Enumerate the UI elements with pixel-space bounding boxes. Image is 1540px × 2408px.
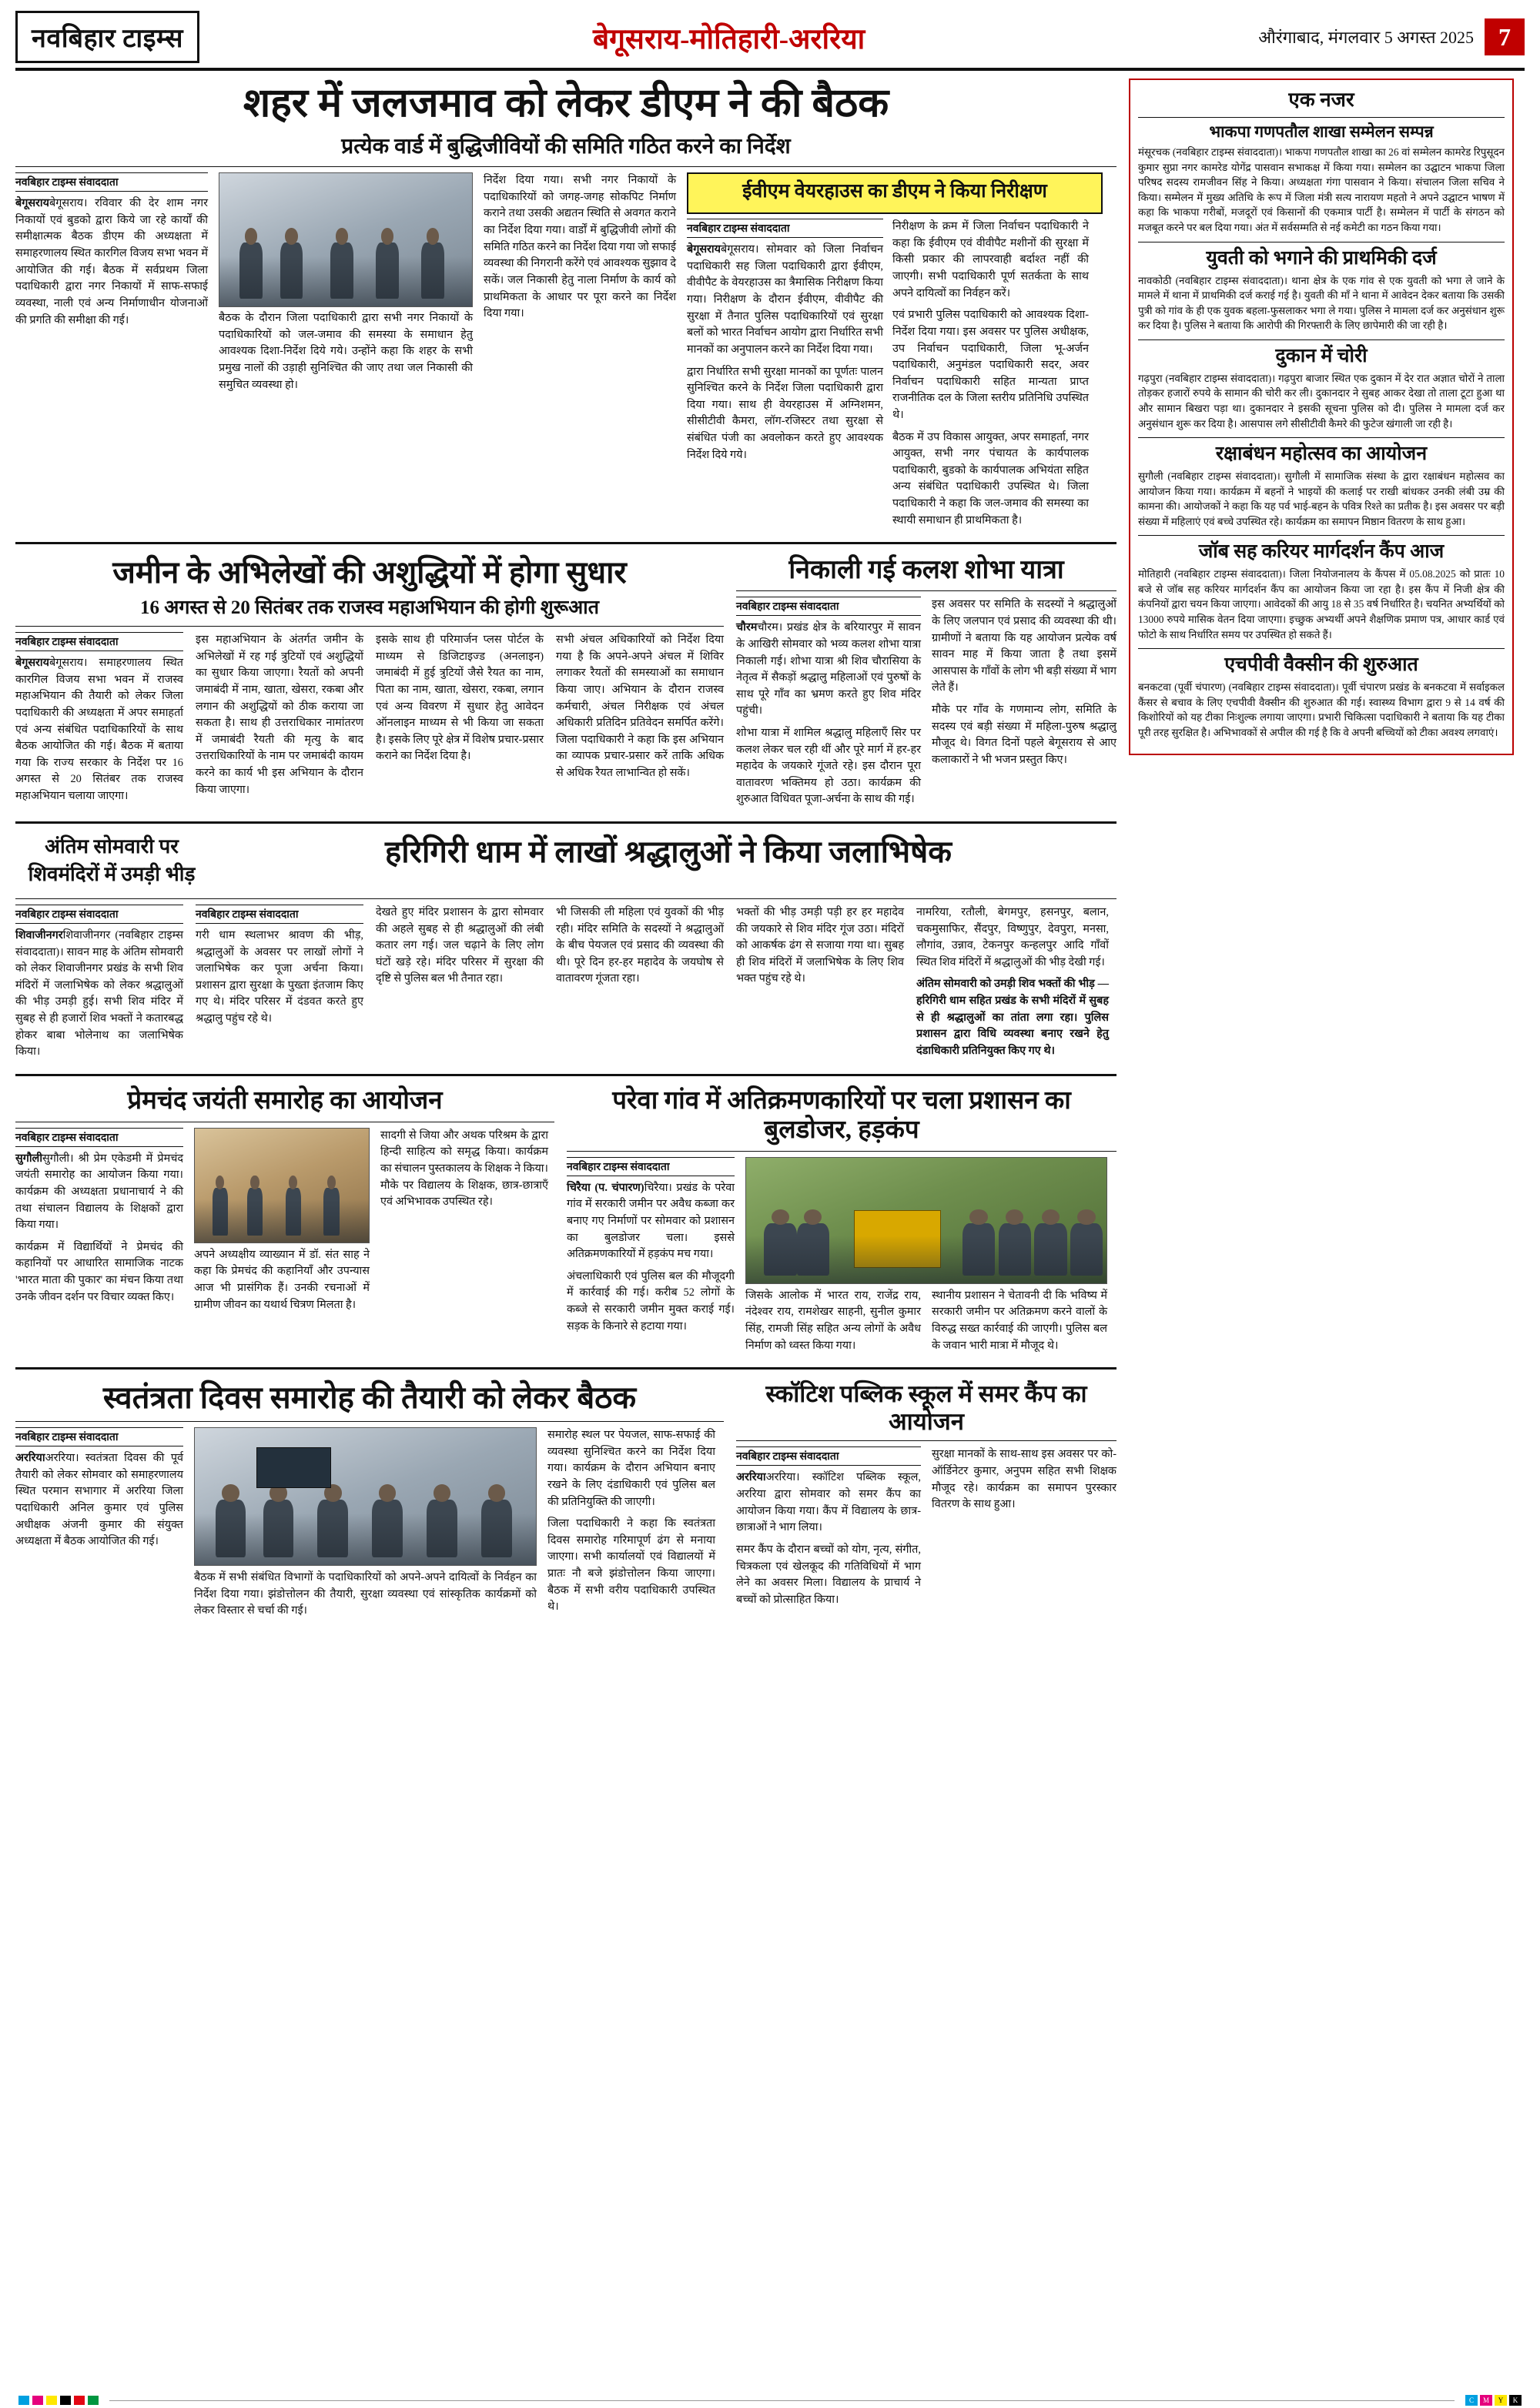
list-item: [1138, 540, 1505, 642]
main-content: [15, 79, 1116, 1625]
page-number: 7: [1485, 18, 1525, 55]
parewa-para-1: अंचलाधिकारी एवं पुलिस बल की मौजूदगी में कार्रवाई की गई। करीब 52 लोगों के कब्जे से सरकारी जमीन मुक्त कराई गई। सड़क के किनारे से हटाया गया।: [567, 1269, 735, 1333]
kalash-para-2: इस अवसर पर समिति के सदस्यों ने श्रद्धालुओं के लिए जलपान एवं प्रसाद की व्यवस्था की थी। ग्रामीणों ने बताया कि यह आयोजन प्रत्येक वर्ष सावन माह में किया जाता है तथा इसमें आसपास के गाँवों के लोग भी बड़ी संख्या में भाग लेते हैं।: [932, 598, 1116, 694]
premchand-byline: नवबिहार टाइम्स संवाददाता: [15, 1128, 183, 1147]
sidebar-item-body: मंसूरचक (नवबिहार टाइम्स संवाददाता)। भाकपा गणपतौल शाखा का 26 वां सम्मेलन कामरेड रिपुसूदन कुमार सुप्रा नगर कामरेड योगेंद्र पासवान सभाकक्ष में किया गया। सम्मेलन का उद्घाटन भाकपा जिला परिषद सदस्य रामजीवन सिंह ने किया। अध्यक्षता गंगा पासवान ने किया। संचालन जिला सचिव ने किया। सम्मेलन में मुख्य अतिथि के रूप में जिला मंत्री सत्य नारायण महतो ने अपने उद्घाटन भाषण में कहा कि भाकपा गरीबों, मजदूरों एवं किसानों की एकमात्र पार्टी है। सम्मेलन में पार्टी के संगठन को मजबूत करने पर बल दिया गया। अंत में सर्वसम्मति से नई कमेटी का गठन किया गया।: [1138, 146, 1505, 233]
masthead-right: [1258, 11, 1525, 63]
lead-para-1: बैठक के दौरान जिला पदाधिकारी द्वारा सभी नगर निकायों के पदाधिकारियों को जल-जमाव की समस्या के समाधान हेतु आवश्यक दिशा-निर्देश दिये गये। उन्होंने कहा कि शहर के सभी प्रमुख नालों की उड़ाही सुनिश्चित की जाए तथा जल निकासी की समुचित व्यवस्था हो।: [219, 312, 473, 391]
lead-para-0: बेगूसराय। रविवार की देर शाम नगर निकायों एवं बुडको द्वारा किये जा रहे कार्यों की समीक्षात्मक बैठक डीएम की अध्यक्षता में समाहरणालय स्थित कारगिल विजय सभा भवन में आयोजित की गई। बैठक में सर्वप्रथम जिला पदाधिकारी द्वारा नगर निकायों में साफ-सफाई व्यवस्था, नाली एवं अन्य निर्माणाधीन योजनाओं की प्रगति की समीक्षा की गई।: [15, 197, 208, 326]
article-scottish: [736, 1376, 1116, 1614]
color-swatch: [32, 2396, 43, 2405]
print-registration-bar: [0, 2393, 1540, 2408]
article-photo-meeting: [219, 172, 473, 307]
lead-para-2: निर्देश दिया गया। सभी नगर निकायों के पदाधिकारियों को जगह-जगह सोकपिट निर्माण कराने तथा उसकी अद्यतन स्थिति से अवगत कराने का निर्देश दिया गया। वार्डों में बुद्धिजीवी लोगों की समिति गठित करने का निर्देश दिया गया जो सफाई व्यवस्था की निगरानी करेंगे एवं आवश्यक सुझाव दे सकें। जल निकासी हेतु नाला निर्माण के कार्य को प्राथमिकता के आधार पर पूरा करने का निर्देश दिया गया।: [484, 174, 676, 320]
harigiri-para-0: शिवाजीनगर (नवबिहार टाइम्स संवाददाता)। सावन माह के अंतिम सोमवारी को लेकर शिवाजीनगर प्रखंड के सभी शिव मंदिरों में जलाभिषेक को लेकर श्रद्धालुओं की भीड़ उमड़ी हुई। सभी शिव मंदिर में सुबह से ही हजारों शिव भक्तों ने कतारबद्ध होकर बाबा भोलेनाथ का जलाभिषेक किया।: [15, 929, 183, 1059]
cmyk-k: K: [1509, 2395, 1522, 2406]
article-freedom-day: [15, 1376, 724, 1625]
sidebar-item-body: गढ़पुरा (नवबिहार टाइम्स संवाददाता)। गढ़पुरा बाजार स्थित एक दुकान में देर रात अज्ञात चोरों ने ताला तोड़कर हजारों रुपये के सामान की चोरी कर ली। दुकानदार ने सुबह आकर देखा तो ताला टूटा हुआ था और सामान बिखरा पड़ा था। दुकानदार ने इसकी सूचना पुलिस को दी। पुलिस ने मामला दर्ज कर अनुसंधान शुरू कर दिया है। आसपास लगे सीसीटीवी कैमरे की फुटेज खंगाली जा रही है।: [1138, 372, 1505, 430]
harigiri-para-4: भक्तों की भीड़ उमड़ी पड़ी हर हर महादेव की जयकारे से शिव मंदिर गूंज उठा। मंदिरों को आकर्षक ढंग से सजाया गया था। सुबह ही शिव मंदिरों में जलाभिषेक के लिए शिव भक्त पहुंच रहे थे।: [736, 906, 904, 985]
color-swatch: [46, 2396, 57, 2405]
scottish-para-2: सुरक्षा मानकों के साथ-साथ इस अवसर पर को-ऑर्डिनेटर कुमार, अनुपम सहित सभी शिक्षक मौजूद रहे। कार्यक्रम का समापन पुरस्कार वितरण के साथ हुआ।: [932, 1448, 1116, 1511]
masthead: [15, 11, 1525, 71]
dateline: बेगूसराय: [15, 197, 50, 210]
harigiri-para-5: नामरिया, रतौली, बेगमपुर, हसनपुर, बलान, चकमुसाफिर, सैंदपुर, विष्णुपुर, देवपुरा, मनसा, लौगांव, उन्नाव, टेकनपुर कन्हलपुर आदि गाँवों स्थित शिव मंदिरों में श्रद्धालुओं की भीड़ देखी गई।: [916, 906, 1109, 968]
harigiri-dateline: शिवाजीनगर: [15, 929, 63, 941]
kalash-byline: नवबिहार टाइम्स संवाददाता: [736, 597, 921, 616]
land-dateline: बेगूसराय: [15, 657, 50, 670]
sidebar-item-title: युवती को भगाने की प्राथमिकी दर्ज: [1206, 247, 1437, 269]
evm-byline: नवबिहार टाइम्स संवाददाता: [687, 219, 883, 238]
cmyk-c: C: [1465, 2395, 1478, 2406]
lead-para-3: बैठक में उप विकास आयुक्त, अपर समाहर्ता, नगर आयुक्त, सभी नगर पंचायत के कार्यपालक पदाधिकारी, बुडको के कार्यपालक अभियंता सहित अन्य संबंधित पदाधिकारी उपस्थित थे। जिला पदाधिकारी ने कहा कि जल-जमाव की समस्या का स्थायी समाधान ही प्राथमिकता है।: [892, 430, 1089, 527]
list-item: [1138, 122, 1505, 236]
evm-right-para-0: एवं प्रभारी पुलिस पदाधिकारी को आवश्यक दिशा-निर्देश दिया गया। इस अवसर पर पुलिस अधीक्षक, उप निर्वाचन पदाधिकारी, जिला भू-अर्जन पदाधिकारी, अनुमंडल पदाधिकारी सदर, अवर निर्वाचन पदाधिकारी सहित मान्यता प्राप्त राजनीतिक दल के जिला स्तरीय प्रतिनिधि उपस्थित थे।: [892, 309, 1089, 421]
article-parewa: [567, 1082, 1116, 1360]
parewa-para-2: जिसके आलोक में भारत राय, राजेंद्र राय, नंदेश्वर राय, रामशेखर साहनी, सुनील कुमार सिंह, रामजी सिंह सहित अन्य लोगों के अवैध निर्माण को ध्वस्त किया गया।: [745, 1289, 921, 1352]
evm-headline: ईवीएम वेयरहाउस का डीएम ने किया निरीक्षण: [742, 181, 1047, 202]
parewa-para-0: चिरैया। प्रखंड के परेवा गांव में सरकारी जमीन पर अवैध कब्जा कर बनाए गए निर्माणों पर सोमवार को प्रशासन का बुलडोजर चला। इससे अतिक्रमणकारियों में हड़कंप मच गया।: [567, 1181, 735, 1261]
sidebar-item-body: नावकोठी (नवबिहार टाइम्स संवाददाता)। थाना क्षेत्र के एक गांव से एक युवती को भगा ले जाने के मामले में थाना में प्राथमिकी दर्ज कराई गई है। युवती की माँ ने थाना में आवेदन देकर बताया कि उसकी पुत्री को गांव के ही एक युवक बहला-फुसलाकर भगा ले गया। पुलिस ने मामला दर्ज कर अनुसंधान शुरू कर दिया है। पुलिस ने बताया कि आरोपी की गिरफ्तारी के लिए छापेमारी की जा रही है।: [1138, 274, 1505, 332]
sidebar-item-body: सुगौली (नवबिहार टाइम्स संवाददाता)। सुगौली में सामाजिक संस्था के द्वारा रक्षाबंधन महोत्सव का आयोजन किया गया। कार्यक्रम में बहनों ने भाइयों की कलाई पर राखी बांधकर उनकी लंबी उम्र की कामना की। आयोजकों ने कहा कि यह पर्व भाई-बहन के पवित्र रिश्ते का प्रतीक है। इस अवसर पर बड़ी संख्या में महिलाएं एवं बच्चे उपस्थित रहे। कार्यक्रम का समापन मिष्ठान वितरण के साथ हुआ।: [1138, 470, 1505, 527]
color-swatch: [18, 2396, 29, 2405]
sidebar-item-title: भाकपा गणपतौल शाखा सम्मेलन सम्पन्न: [1209, 122, 1434, 141]
evm-dateline: बेगूसराय: [687, 243, 721, 256]
byline: नवबिहार टाइम्स संवाददाता: [15, 172, 208, 192]
article-kalash: [736, 550, 1116, 814]
cmyk-marks: [1465, 2395, 1522, 2406]
divider: [109, 2400, 1455, 2401]
evm-para-2: निरीक्षण के क्रम में जिला निर्वाचन पदाधिकारी ने कहा कि ईवीएम एवं वीवीपैट मशीनों की सुरक्षा में किसी प्रकार की लापरवाही बर्दाश्त नहीं की जाएगी। सभी पदाधिकारी पूर्ण सतर्कता के साथ अपने दायित्वों का निर्वहन करें।: [892, 220, 1089, 299]
list-item: [1138, 345, 1505, 431]
land-para-2: इसके साथ ही परिमार्जन प्लस पोर्टल के माध्यम से डिजिटाइज्ड (अनलाइन) जमाबंदी में हुई त्रुटियों जैसे रैयत का नाम, पिता का नाम, खाता, खेसरा, रकबा, लगान एवं अन्य विवरण में सुधार हेतु आवेदन ऑनलाइन माध्यम से भी किया जा सकता है। इसके लिए पूरे क्षेत्र में विशेष प्रचार-प्रसार कराने का निर्देश दिया है।: [376, 634, 544, 763]
article-photo-premchand: [194, 1128, 370, 1243]
article-land-records: [15, 550, 724, 810]
freedom-headline: स्वतंत्रता दिवस समारोह की तैयारी को लेकर बैठक: [102, 1380, 637, 1416]
evm-para-0: बेगूसराय। सोमवार को जिला निर्वाचन पदाधिकारी सह जिला पदाधिकारी द्वारा ईवीएम, वीवीपैट के वेयरहाउस का त्रैमासिक निरीक्षण किया गया। निरीक्षण के दौरान ईवीएम, वीवीपैट की सुरक्षा में तैनात पुलिस पदाधिकारियों एवं सुरक्षा बलों को भारत निर्वाचन आयोग द्वारा निर्धारित सभी मानकों का अनुपालन करने का निर्देश दिया गया।: [687, 243, 883, 356]
harigiri-headline: हरिगिरी धाम में लाखों श्रद्धालुओं ने किया जलाभिषेक: [385, 834, 952, 869]
premchand-para-0: सुगौली। श्री प्रेम एकेडमी में प्रेमचंद जयंती समारोह का आयोजन किया गया। कार्यक्रम की अध्यक्षता प्रधानाचार्य ने की तथा संचालन विद्यालय के शिक्षकों द्वारा किया गया।: [15, 1152, 183, 1232]
scottish-para-0: अररिया। स्कॉटिश पब्लिक स्कूल, अररिया द्वारा सोमवार को समर कैंप का आयोजन किया गया। कैंप में विद्यालय के छात्र-छात्राओं ने भाग लिया।: [736, 1471, 921, 1534]
scottish-dateline: अररिया: [736, 1471, 766, 1484]
land-para-1: इस महाअभियान के अंतर्गत जमीन के अभिलेखों में रह गई त्रुटियों एवं अशुद्धियों का सुधार किया जाएगा। रैयतों को अपनी जमाबंदी में नाम, खाता, खेसरा, रकबा और लगान की अशुद्धियों को ठीक कराया जा सकता है। साथ ही उत्तराधिकार नामांतरण में जमाबंदी रैयती की मृत्यु के बाद उत्तराधिकारियों के नाम पर जमाबंदी कायम करने का कार्य भी इस अभियान के दौरान किया जाएगा।: [196, 634, 363, 796]
publication-date: औरंगाबाद, मंगलवार 5 अगस्त 2025: [1258, 28, 1474, 47]
page-body: [15, 79, 1525, 1625]
harigiri-para-1: गरी धाम स्थलाभर श्रावण की भीड़, श्रद्धालुओं के अवसर पर लाखों लोगों ने जलाभिषेक कर पूजा अर्चना किया। प्रशासन द्वारा सुरक्षा के पुख्ता इंतजाम किए गए थे। मंदिर परिसर में दंडवत करते हुए श्रद्धालु पहुंच रहे थे।: [196, 929, 363, 1025]
land-para-0: बेगूसराय। समाहरणालय स्थित कारगिल विजय सभा भवन में राजस्व महाअभियान की तैयारी को लेकर जिला पदाधिकारी की अध्यक्षता में अपर समाहर्ता एवं अन्य संबंधित पदाधिकारियों के साथ बैठक आयोजित की गई। बैठक में बताया गया कि राज्य सरकार के निर्देश पर 16 अगस्त से 20 सितंबर तक राजस्व महाअभियान चलाया जाएगा।: [15, 657, 183, 803]
sidebar-item-body: मोतिहारी (नवबिहार टाइम्स संवाददाता)। जिला नियोजनालय के कैंपस में 05.08.2025 को प्रातः 10 बजे से जॉब सह करियर मार्गदर्शन कैंप का आयोजन किया जा रहा है। इस कैंप में निजी क्षेत्र की कंपनियों द्वारा चयन किया जाएगा। आवेदकों की आयु 18 से 35 वर्ष निर्धारित है। चयनित अभ्यर्थियों को 13000 रुपये मासिक वेतन दिया जाएगा। इच्छुक अभ्यर्थी अपने शैक्षणिक प्रमाण पत्र, आधार कार्ड एवं फोटो के साथ निर्धारित समय पर उपस्थित हो सकते हैं।: [1138, 568, 1505, 640]
sidebar-item-title: एचपीवी वैक्सीन की शुरुआत: [1224, 654, 1418, 676]
color-swatch: [60, 2396, 71, 2405]
kalash-para-3: मौके पर गाँव के गणमान्य लोग, समिति के सदस्य एवं बड़ी संख्या में महिला-पुरुष श्रद्धालु मौजूद थे। विगत दिनों पहले बेगूसराय से आए कलाकारों ने भी भजन प्रस्तुत किए।: [932, 703, 1116, 766]
article-premchand: [15, 1082, 554, 1319]
list-item: [1138, 443, 1505, 529]
sidebar-item-body: बनकटवा (पूर्वी चंपारण) (नवबिहार टाइम्स संवाददाता)। पूर्वी चंपारण प्रखंड के बनकटवा में सर्वाइकल कैंसर से बचाव के लिए एचपीवी वैक्सीन की शुरुआत की गई। स्वास्थ्य विभाग द्वारा 9 से 14 वर्ष की किशोरियों को यह टीका निःशुल्क लगाया जाएगा। प्रभारी चिकित्सा पदाधिकारी ने बताया कि यह टीका पूरी तरह सुरक्षित है। अभिभावकों से अपील की गई है कि वे अपनी बच्चियों को टीका अवश्य लगवाएं।: [1138, 681, 1505, 738]
sidebar-item-title: दुकान में चोरी: [1275, 345, 1368, 366]
land-headline: जमीन के अभिलेखों की अशुद्धियों में होगा सुधार: [112, 555, 627, 590]
sidebar-item-title: जॉब सह करियर मार्गदर्शन कैंप आज: [1198, 541, 1445, 563]
scottish-headline: स्कॉटिश पब्लिक स्कूल में समर कैंप का आयोजन: [765, 1380, 1087, 1435]
kalash-headline: निकाली गई कलश शोभा यात्रा: [788, 556, 1064, 585]
scottish-para-1: समर कैंप के दौरान बच्चों को योग, नृत्य, संगीत, चित्रकला एवं खेलकूद की गतिविधियों में भाग लेने का अवसर मिला। विद्यालय के प्राचार्य ने बच्चों को प्रोत्साहित किया।: [736, 1543, 921, 1606]
parewa-para-3: स्थानीय प्रशासन ने चेतावनी दी कि भविष्य में सरकारी जमीन पर अतिक्रमण करने वालों के विरुद्ध सख्त कार्रवाई की जाएगी। पुलिस बल के जवान भारी मात्रा में मौजूद थे।: [932, 1289, 1107, 1352]
row-land-kalash: [15, 550, 1116, 814]
cmyk-y: Y: [1495, 2395, 1507, 2406]
article-photo-bulldozer: [745, 1157, 1107, 1284]
evm-para-1: द्वारा निर्धारित सभी सुरक्षा मानकों का पूर्णतः पालन सुनिश्चित करने के निर्देश जिला पदाधिकारी द्वारा दिया गया। साथ ही वेयरहाउस में अग्निशमन, सीसीटीवी कैमरा, लॉग-रजिस्टर तथा सुरक्षा से संबंधित पंजी का अवलोकन करते हुए आवश्यक निर्देश दिये गये।: [687, 365, 883, 461]
lead-subheadline: प्रत्येक वार्ड में बुद्धिजीवियों की समिति गठित करने का निर्देश: [341, 135, 791, 159]
sidebar-header: एक नजर: [1288, 89, 1354, 111]
color-swatch: [88, 2396, 99, 2405]
premchand-para-3: सादगी से जिया और अथक परिश्रम के द्वारा हिन्दी साहित्य को समृद्ध किया। कार्यक्रम का संचालन पुस्तकालय के शिक्षक ने किया। मौके पर विद्यालय के शिक्षक, छात्र-छात्राएँ एवं अभिभावक उपस्थित रहे।: [380, 1129, 548, 1209]
kalash-para-0: चौरम। प्रखंड क्षेत्र के बरियारपुर में सावन के आखिरी सोमवार को भव्य कलश शोभा यात्रा निकाली गई। शोभा यात्रा श्री शिव चौरासिया के नेतृत्व में सैकड़ों श्रद्धालु महिलाओं एवं पुरुषों के साथ पूरे गाँव का भ्रमण करते हुए शिव मंदिर पहुंची।: [736, 621, 921, 717]
edition-name: बेगूसराय-मोतिहारी-अररिया: [592, 23, 865, 55]
premchand-para-2: अपने अध्यक्षीय व्याख्यान में डॉ. संत साह ने कहा कि प्रेमचंद की कहानियाँ और उपन्यास आज भी प्रासंगिक हैं। उनकी रचनाओं में ग्रामीण जीवन का यथार्थ चित्रण मिलता है।: [194, 1248, 370, 1311]
harigiri-byline-2: नवबिहार टाइम्स संवाददाता: [196, 905, 363, 924]
article-lead: [15, 82, 1116, 534]
kalash-para-1: शोभा यात्रा में शामिल श्रद्धालु महिलाएँ सिर पर कलश लेकर चल रही थीं और पूरे मार्ग में हर-हर महादेव के जयकारे गूंजते रहे। इस दौरान पूरा वातावरण भक्तिमय हो उठा। कार्यक्रम की शुरुआत विधिवत पूजा-अर्चना के साथ की गई।: [736, 726, 921, 806]
freedom-para-1: बैठक में सभी संबंधित विभागों के पदाधिकारियों को अपने-अपने दायित्वों के निर्वहन का निर्देश दिया गया। झंडोत्तोलन की तैयारी, सुरक्षा व्यवस्था एवं सांस्कृतिक कार्यक्रमों को लेकर विस्तार से चर्चा की गई।: [194, 1571, 537, 1617]
sidebar-item-title: रक्षाबंधन महोत्सव का आयोजन: [1215, 443, 1428, 465]
freedom-para-3: जिला पदाधिकारी ने कहा कि स्वतंत्रता दिवस समारोह गरिमापूर्ण ढंग से मनाया जाएगा। सभी कार्यालयों एवं विद्यालयों में प्रातः नौ बजे झंडोत्तोलन किया जाएगा। बैठक में सभी वरीय पदाधिकारी उपस्थित थे।: [547, 1517, 715, 1614]
premchand-dateline: सुगौली: [15, 1152, 43, 1165]
premchand-headline: प्रेमचंद जयंती समारोह का आयोजन: [127, 1086, 443, 1115]
masthead-center: [199, 11, 1258, 63]
row-premchand-parewa: [15, 1082, 1116, 1360]
scottish-byline: नवबिहार टाइम्स संवाददाता: [736, 1446, 921, 1466]
premchand-para-1: कार्यक्रम में विद्यार्थियों ने प्रेमचंद की कहानियों पर आधारित सामाजिक नाटक 'भारत माता की पुकार' का मंचन किया तथा उनके जीवन दर्शन पर विचार व्यक्त किए।: [15, 1240, 183, 1303]
freedom-byline: नवबिहार टाइम्स संवाददाता: [15, 1427, 183, 1446]
color-swatch: [74, 2396, 85, 2405]
land-byline: नवबिहार टाइम्स संवाददाता: [15, 632, 183, 651]
harigiri-para-3: भी जिसकी ली महिला एवं युवकों की भीड़ रही। मंदिर समिति के सदस्यों ने श्रद्धालुओं के बीच पेयजल एवं प्रसाद की व्यवस्था की थी। पूरे दिन हर-हर महादेव के जयघोष से वातावरण गूंजता रहा।: [556, 906, 724, 985]
freedom-para-0: अररिया। स्वतंत्रता दिवस की पूर्व तैयारी को लेकर सोमवार को समाहरणालय स्थित परमान सभागार में अररिया जिला पदाधिकारी अनिल कुमार एवं पुलिस अधीक्षक अंजनी कुमार की संयुक्त अध्यक्षता में बैठक आयोजित की गई।: [15, 1452, 183, 1548]
freedom-dateline: अररिया: [15, 1452, 45, 1465]
cmyk-m: M: [1480, 2395, 1492, 2406]
article-harigiri: [15, 830, 1116, 1066]
article-evm-box: [687, 172, 1103, 214]
harigiri-para-2: देखते हुए मंदिर प्रशासन के द्वारा सोमवार की अहले सुबह से ही श्रद्धालुओं की लंबी कतार लग गई। जल चढ़ाने के लिए लोग घंटों खड़े रहे। मंदिर परिसर में सुरक्षा की दृष्टि से पुलिस बल भी तैनात रहा।: [376, 906, 544, 985]
newspaper-logo: नवबिहार टाइम्स: [15, 11, 199, 63]
parewa-headline: परेवा गांव में अतिक्रमणकारियों पर चला प्रशासन का बुलडोजर, हड़कंप: [612, 1086, 1071, 1144]
freedom-para-2: समारोह स्थल पर पेयजल, साफ-सफाई की व्यवस्था सुनिश्चित करने का निर्देश दिया गया। कार्यक्रम के दौरान अभियान बनाए रखने के लिए दंडाधिकारी एवं पुलिस बल की प्रतिनियुक्ति की जाएगी।: [547, 1429, 715, 1508]
harigiri-byline: नवबिहार टाइम्स संवाददाता: [15, 905, 183, 924]
harigiri-para-6: अंतिम सोमवारी को उमड़ी शिव भक्तों की भीड़ — हरिगिरी धाम सहित प्रखंड के सभी मंदिरों में सुबह से ही श्रद्धालुओं का तांता लगा रहा। पुलिस प्रशासन द्वारा विधि व्यवस्था बनाए रखने हेतु दंडाधिकारी प्रतिनियुक्त किए गए थे।: [916, 978, 1109, 1057]
page-title: शहर में जलजमाव को लेकर डीएम ने की बैठक: [243, 82, 889, 125]
parewa-dateline: चिरैया (प. चंपारण): [567, 1181, 644, 1194]
row-freedom-scottish: [15, 1376, 1116, 1625]
list-item: [1138, 654, 1505, 740]
kalash-dateline: चौरम: [736, 621, 758, 634]
land-subheadline: 16 अगस्त से 20 सितंबर तक राजस्व महाअभियान की होगी शुरूआत: [140, 597, 599, 619]
land-para-3: सभी अंचल अधिकारियों को निर्देश दिया गया है कि अपने-अपने अंचल में शिविर लगाकर रैयतों की समस्याओं का समाधान किया जाए। अभियान के दौरान राजस्व कर्मचारी, अंचल निरीक्षक एवं अंचल अधिकारी प्रतिदिन प्रतिवेदन समर्पित करेंगे। जिला पदाधिकारी ने कहा कि इस अभियान का व्यापक प्रचार-प्रसार करें ताकि अधिक से अधिक रैयत लाभान्वित हो सकें।: [556, 634, 724, 780]
parewa-byline: नवबिहार टाइम्स संवाददाता: [567, 1157, 735, 1176]
article-photo-meeting-hall: [194, 1427, 537, 1566]
list-item: [1138, 247, 1505, 333]
sidebar-ek-nazar: [1129, 79, 1514, 755]
harigiri-sidehead: अंतिम सोमवारी पर शिवमंदिरों में उमड़ी भीड़: [28, 835, 196, 885]
